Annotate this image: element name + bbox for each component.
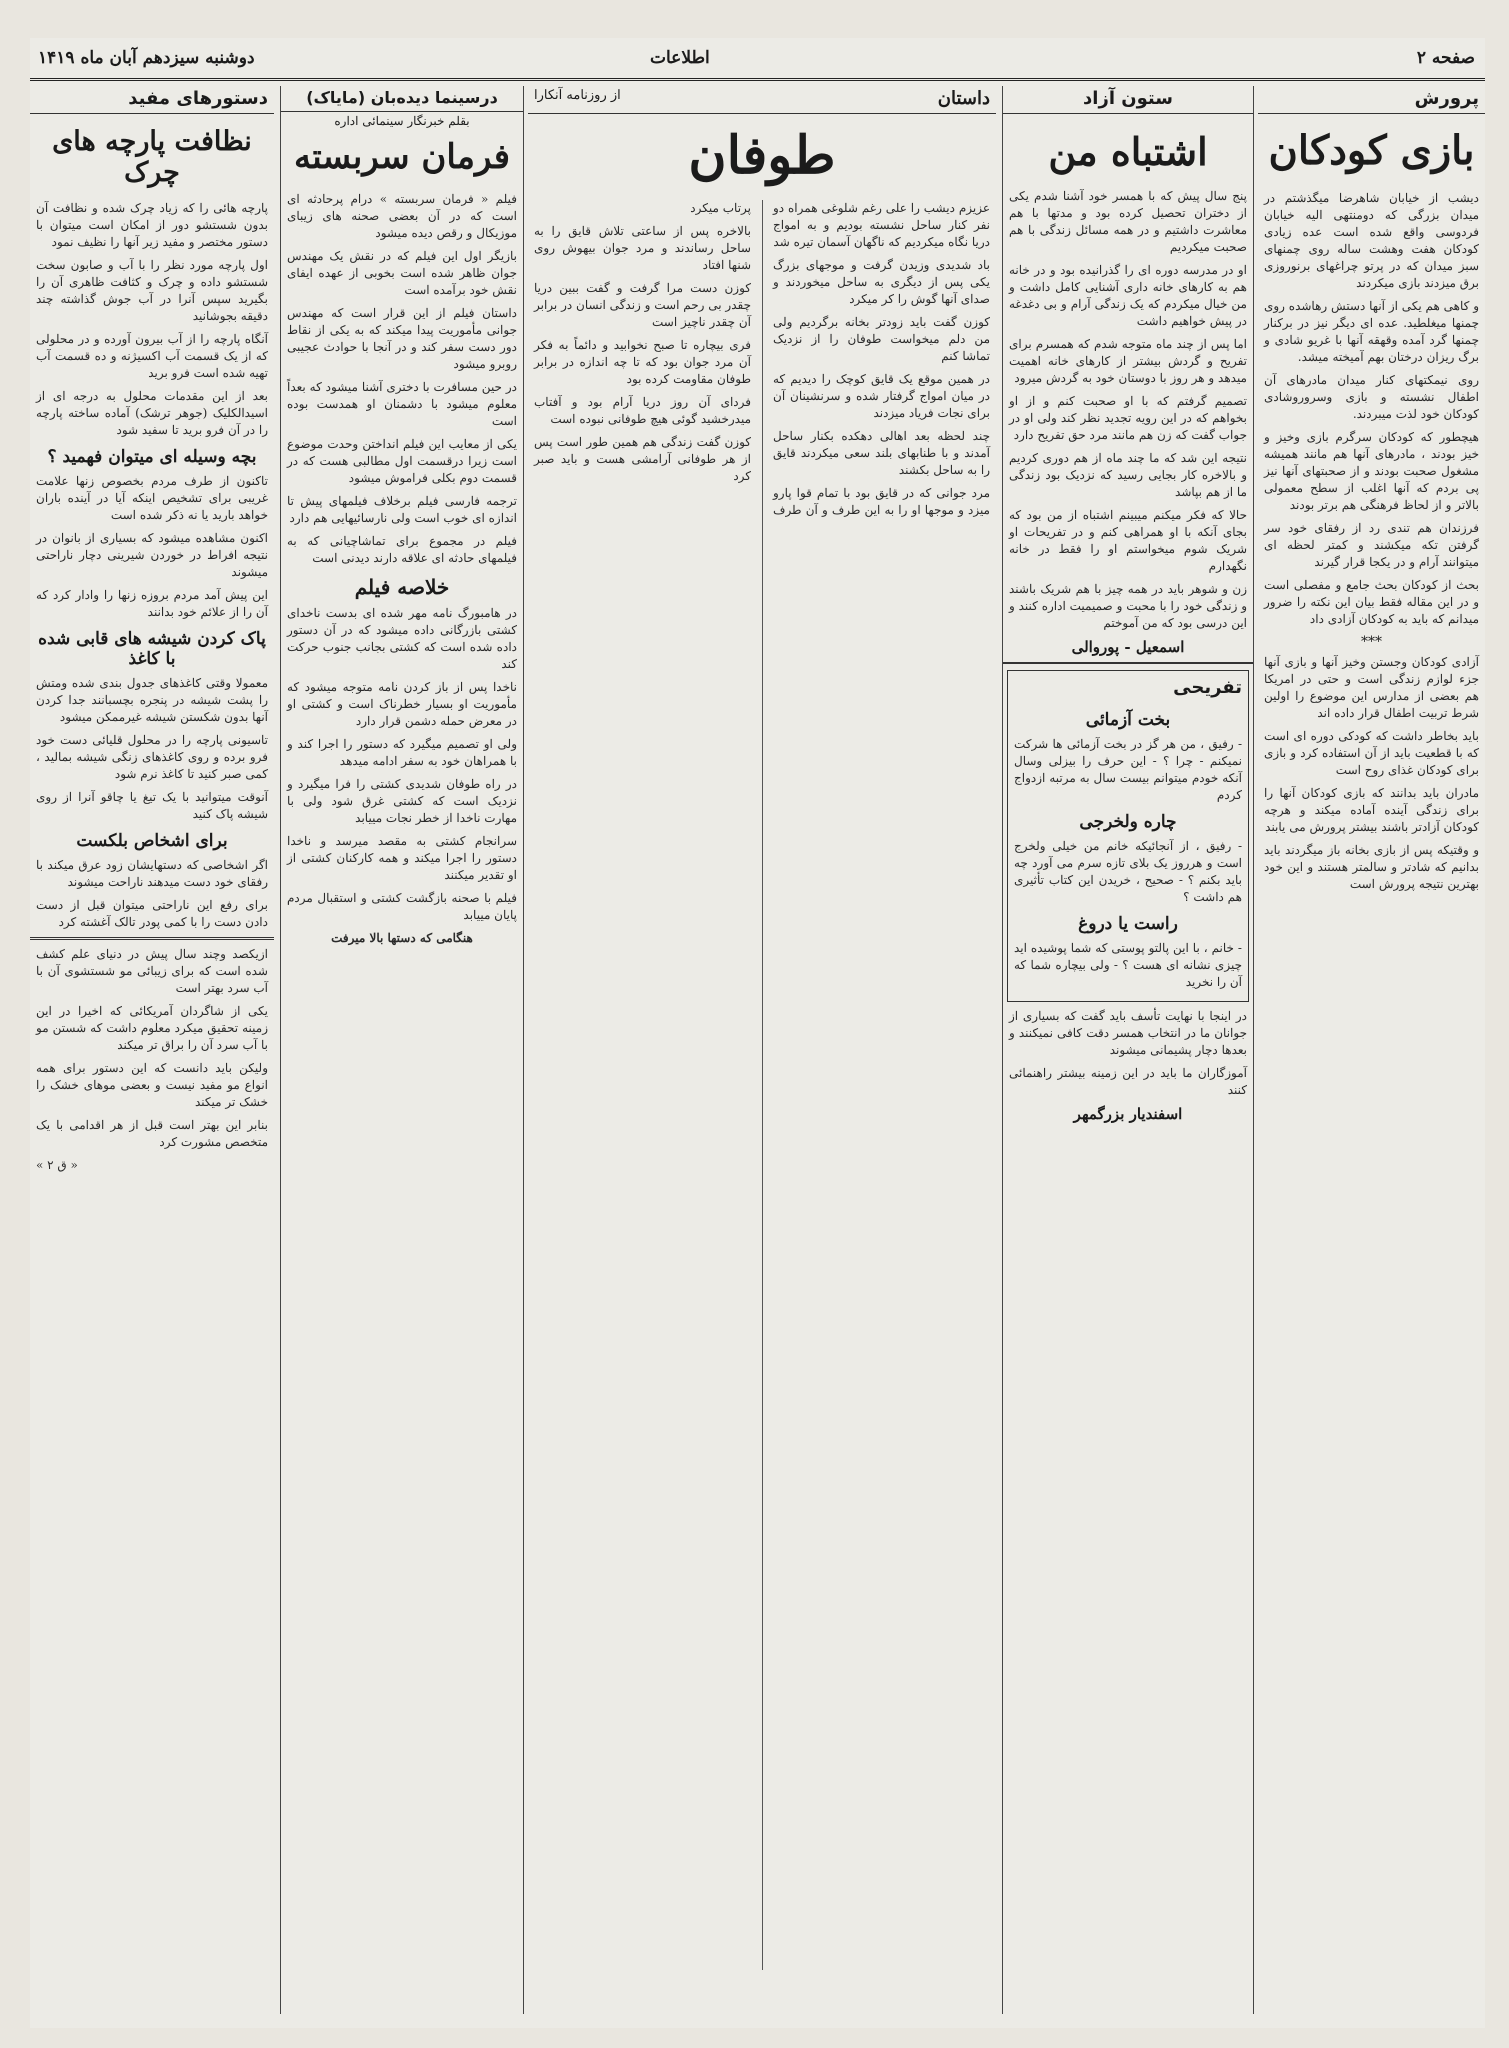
section-subtitle: پاک کردن شیشه های قابی شده با کاغذ <box>38 629 266 670</box>
paragraph: و کاهی هم یکی از آنها دستش رهاشده روی چمنها میغلطید. عده ای دیگر نیز در برکنار چمنها گرد آمده وقهقه آنها با غریو شادی و برگ ریزان درختان بهم آمیخته میشد. <box>1263 299 1479 364</box>
section-subtitle: خلاصه فیلم <box>354 575 450 600</box>
paragraph: داستان فیلم از این قرار است که مهندس جوانی مأموریت پیدا میکند که به یکی از نقاط دور دست سفر کند و در آنجا با حوادث عجیبی روبرو میشود <box>287 306 517 372</box>
paragraph: تصمیم گرفتم که با او صحبت کنم و از او بخواهم که در این رویه تجدید نظر کند ولی او در جواب گفت که زن هم مانند مرد حق تفریح دارد <box>1009 393 1247 442</box>
paragraph: تاسیونی پارچه را در محلول قلیائی دست خود فرو برده و روی کاغذهای زنگی شیشه بمالید ، کمی صبر کنید تا کاغذ نرم شود <box>36 733 268 782</box>
paragraph: نتیجه این شد که ما چند ماه از هم دوری کردیم و بالاخره کار بجایی رسید که نزدیک بود زندگی ما از هم بپاشد <box>1009 450 1247 499</box>
paragraph: فیلم « فرمان سربسته » درام پرحادثه ای است که در آن بعضی صحنه های زیبای موزیکال و رقص دیده میشود <box>287 192 517 241</box>
section-subtitle: برای اشخاص بلکست <box>76 831 228 852</box>
author-signature: اسمعیل - پوروالی <box>1071 637 1185 656</box>
paragraph: بالاخره پس از ساعتی تلاش قایق را به ساحل رساندند و مرد جوان بیهوش روی شنها افتاد <box>534 223 751 272</box>
article-title: فرمان سربسته <box>294 137 510 177</box>
paragraph: او در مدرسه دوره ای را گذرانیده بود و در خانه هم به کارهای خانه داری آشنایی کامل داشت و من خیال میکردم که یک زندگی آرام و بی دغدغه در پیش خواهیم داشت <box>1009 262 1247 328</box>
paragraph: باید بخاطر داشت که کودکی دوره ای است که با قطعیت باید از آن استفاده کرد و بازی برای کودکان غذای روح است <box>1264 729 1479 777</box>
box-text: - رفیق ، من هر گز در بخت آزمائی ها شرکت نمیکنم - چرا ؟ - این حرف را بیزلی وسال آنکه خودم میتوانم بیست سال به مرتبه ازدواج کردم <box>1014 736 1242 802</box>
paragraph: و وقتیکه پس از بازی بخانه باز میگردند باید بدانیم که شادتر و سالمتر هستند و این خود بهترین نتیجه پرورش است <box>1264 843 1479 891</box>
paragraph: آنگاه پارچه را از آب بیرون آورده و در محلولی که از یک قسمت آب اکسیژنه و ده قسمت آب تهیه شده است فرو برید <box>36 332 268 381</box>
paragraph: پنج سال پیش که با همسر خود آشنا شدم یکی از دختران تحصیل کرده بود و مدتها با هم معاشرت داشتیم و در همه مسائل زندگی با هم صحبت میکردیم <box>1009 188 1247 254</box>
paragraph: زن و شوهر باید در همه چیز با هم شریک باشند و زندگی خود را با محبت و صمیمیت اداره کنند و این درسی بود که من آموختم <box>1009 581 1247 630</box>
paragraph: در اینجا با نهایت تأسف باید گفت که بسیاری از جوانان ما در انتخاب همسر دقت کافی نمیکنند و بعدها دچار پشیمانی میشوند <box>1009 1008 1247 1057</box>
paragraph: حالا که فکر میکنم میبینم اشتباه از من بود که بجای آنکه با او همراهی کنم و در تفریحات او شریک شوم میخواستم او را فقط در خانه نگهدارم <box>1009 507 1247 573</box>
section-kicker: ستون آزاد <box>1003 86 1253 114</box>
paragraph: برای رفع این ناراحتی میتوان قبل از دست دادن دست را با کمی پودر تالک آغشته کرد <box>36 898 268 930</box>
story-source: از روزنامه آنکارا <box>534 88 621 103</box>
byline: بقلم خبرنگار سینمائی اداره <box>334 114 470 128</box>
article-title: اشتباه من <box>1048 129 1208 174</box>
paragraph: اکنون مشاهده میشود که بسیاری از بانوان در نتیجه افراط در خوردن شیرینی دچار ناراحتی میشوند <box>36 531 268 580</box>
paragraph: فردای آن روز دریا آرام بود و آفتاب میدرخشید گوئی هیچ طوفانی نبوده است <box>534 394 751 426</box>
paragraph: بعد از این مقدمات محلول به درجه ای از اسیدالکلیک (جوهر ترشک) آماده ساخته پارچه را در آن فرو برید تا سفید شود <box>36 389 268 438</box>
story-body <box>528 200 996 1970</box>
paragraph: چند لحظه بعد اهالی دهکده بکنار ساحل آمدند و با طنابهای بلند سعی میکردند قایق را به ساحل بکشند <box>773 428 990 477</box>
paragraph: باد شدیدی وزیدن گرفت و موجهای بزرگ یکی پس از دیگری به ساحل میخوردند و صدای آنها گوش را کر میکرد <box>773 257 990 306</box>
column-tips <box>30 86 274 2014</box>
paragraph: روی نیمکتهای کنار میدان مادرهای آن اطفال نشسته و بازی وسروروشادی کودکان خود لذت میبردند. <box>1264 373 1479 421</box>
column-free <box>1002 86 1254 2014</box>
paragraph: مرد جوانی که در قایق بود با تمام قوا پارو میزد و موجها او را به این طرف و آن طرف پرتاب میکرد <box>690 200 990 517</box>
divider <box>1003 662 1253 664</box>
bottom-line: هنگامی که دستها بالا میرفت <box>331 931 473 946</box>
paragraph: در حین مسافرت با دختری آشنا میشود که بعداً معلوم میشود با دشمنان او همدست بوده است <box>287 380 517 429</box>
paragraph: بازیگر اول این فیلم که در نقش یک مهندس جوان ظاهر شده است بخوبی از عهده ایفای نقش خود برآمده است <box>287 249 517 298</box>
paragraph: اگر اشخاصی که دستهایشان زود عرق میکند با رفقای خود دست میدهند ناراحت میشوند <box>36 858 268 890</box>
section-kicker: پرورش <box>1258 86 1485 114</box>
paragraph: تاکنون از طرف مردم بخصوص زنها علامت غریبی برای تشخیص اینکه آیا در آینده باران خواهد بارید یا نه ذکر شده است <box>36 474 268 523</box>
paragraph: ولیکن باید دانست که این دستور برای همه انواع مو مفید نیست و بعضی موهای خشک را خشک تر میکند <box>36 1061 268 1110</box>
separator-stars: *** <box>1361 634 1382 650</box>
paragraph: دیشب از خیابان شاهرضا میگذشتم در میدان بزرگی که دومنتهی الیه خیابان فردوسی واقع شده است عده زیادی کودکان هفت وهشت ساله روی چمنهای سبز میدان که در پرتو چراغهای برنوروزی برق میزدند بازی میکردند <box>1264 191 1479 290</box>
paragraph: هیچطور که کودکان سرگرم بازی وخیز و خیز بودند ، مادرهای آنها هم مانند همیشه مشغول صحبت بودند و از صحبتهای آنها نیز پی بردم که آنها اغلب از سطح معمولی بالاتر و از لحاظ فرهنگی هم برتر بودند <box>1264 430 1479 512</box>
paragraph: فیلم در مجموع برای تماشاچیانی که به فیلمهای حادثه ای علاقه دارند دیدنی است <box>287 534 517 566</box>
paragraph: یکی از شاگردان آمریکائی که اخیرا در این زمینه تحقیق میکرد معلوم داشت که شستن مو با آب سرد آن را براق تر میکند <box>36 1004 268 1053</box>
column-story <box>528 86 996 2014</box>
box-subtitle: بخت آزمائی <box>1085 709 1171 730</box>
paragraph: ترجمه فارسی فیلم برخلاف فیلمهای پیش تا اندازه ای خوب است ولی نارسائیهایی هم دارد <box>287 494 517 526</box>
paragraph: فری بیچاره تا صبح نخوابید و دائماً به فکر آن مرد جوان بود که تا چه اندازه در برابر طوفان مقاومت کرده بود <box>534 337 751 386</box>
section-kicker: درسینما دیده‌بان (مایاک) <box>281 86 523 112</box>
newspaper-page <box>30 38 1485 2028</box>
paragraph: فرزندان هم تندی رد از رفقای خود سر گرفتن تکه میکشند و کمتر لحظه ای میتوانند آرام و در یکجا قرار گیرند <box>1264 521 1479 569</box>
page-footer-number: « ق ۲ » <box>36 1158 78 1173</box>
paragraph: کوزن گفت زندگی هم همین طور است پس از هر طوفانی آرامشی هست و باید صبر کرد <box>534 434 751 483</box>
entertainment-box <box>1007 670 1249 1002</box>
paragraph: در هامبورگ نامه مهر شده ای بدست ناخدای کشتی بازرگانی داده میشود که در آن دستور داده شده است که کشتی بجانب جنوب حرکت کند <box>287 606 517 672</box>
paragraph: پارچه هائی را که زیاد چرک شده و نظافت آن بدون شستشو دور از امکان است میتوان با دستور مختصر و مفید زیر آنها را نظیف نمود <box>36 201 268 250</box>
newspaper-name: اطلاعات <box>650 48 710 68</box>
paragraph: ناخدا پس از باز کردن نامه متوجه میشود که مأموریت او بسیار خطرناک است و کشتی او در معرض حمله دشمن قرار دارد <box>287 680 517 729</box>
paragraph: بحث از کودکان بحث جامع و مفصلی است و در این مقاله فقط بیان این نکته را ضرور میدانم که باید به کودکان آزادی داد <box>1264 578 1479 626</box>
paragraph: آموزگاران ما باید در این زمینه بیشتر راهنمائی کنند <box>1009 1065 1247 1097</box>
paragraph: در همین موقع یک قایق کوچک را دیدیم که در میان امواج گرفتار شده و سرنشینان آن برای نجات فریاد میزدند <box>773 371 990 420</box>
page-number-label: صفحه ۲ <box>1416 48 1475 68</box>
article-title: طوفان <box>688 125 836 186</box>
paragraph: کوزن دست مرا گرفت و گفت ببین دریا چقدر بی رحم است و زندگی انسان در برابر آن چقدر ناچیز است <box>534 280 751 329</box>
article-title: نظافت پارچه های چرک <box>52 126 252 189</box>
closing-signature: اسفندیار بزرگمهر <box>1073 1104 1183 1123</box>
paragraph: اما پس از چند ماه متوجه شدم که همسرم برای تفریح و گردش بیشتر از کارهای خانه اهمیت میدهد و هر روز با دوستان خود به گردش میرود <box>1009 336 1247 385</box>
column-cinema <box>280 86 524 2014</box>
box-subtitle: راست یا دروغ <box>1078 913 1178 934</box>
box-subtitle: چاره ولخرجی <box>1079 811 1177 832</box>
paragraph: در راه طوفان شدیدی کشتی را فرا میگیرد و نزدیک است که کشتی غرق شود ولی با مهارت ناخدا از خطر نجات مییابد <box>287 777 517 826</box>
paragraph: ولی او تصمیم میگیرد که دستور را اجرا کند و با همراهان خود به سفر ادامه میدهد <box>287 737 517 769</box>
divider <box>30 937 274 940</box>
paragraph: کوزن گفت باید زودتر بخانه برگردیم ولی من دلم میخواست طوفان را از نزدیک تماشا کنم <box>773 314 990 363</box>
section-kicker: دستورهای مفید <box>30 86 274 114</box>
paragraph: معمولا وقتی کاغذهای جدول بندی شده ومتش را پشت شیشه در پنجره بچسبانند جدا کردن آنها بدون شکستن شیشه غیرممکن میشود <box>36 676 268 725</box>
paragraph: ازیکصد وچند سال پیش در دنیای علم کشف شده است که برای زیبائی مو شستشوی آن با آب سرد بهتر است <box>36 947 268 996</box>
paragraph: عزیزم دیشب را علی رغم شلوغی همراه دو نفر کنار ساحل نشسته بودیم و به امواج دریا نگاه میکردیم که ناگهان آسمان تیره شد <box>773 200 990 249</box>
box-text: - خانم ، با این پالتو پوستی که شما پوشیده اید چیزی نشانه ای هست ؟ - ولی بیچاره شما که آن را نخرید <box>1014 940 1242 989</box>
page-header <box>30 38 1485 81</box>
paragraph: اول پارچه مورد نظر را با آب و صابون سخت شستشو داده و چرک و کثافت ظاهری آن را بگیرید سپس آنرا در آب جوش گذاشته چند دقیقه بجوشانید <box>36 258 268 324</box>
column-education <box>1258 86 1485 2014</box>
paragraph: سرانجام کشتی به مقصد میرسد و ناخدا دستور را اجرا میکند و همه کارکنان کشتی از او تقدیر میکنند <box>287 834 517 883</box>
section-kicker: داستان <box>937 88 990 109</box>
box-text: - رفیق ، از آنجائیکه خانم من خیلی ولخرج است و هرروز یک بلای تازه سرم می آورد چه باید بکنم ؟ - صحیح ، خریدن این کتاب تأثیری هم داشت ؟ <box>1014 838 1242 904</box>
paragraph: فیلم با صحنه بازگشت کشتی و استقبال مردم پایان مییابد <box>287 891 517 923</box>
date-line: دوشنبه سیزدهم آبان ماه ۱۴۱۹ <box>38 48 255 68</box>
paragraph: یکی از معایب این فیلم انداختن وحدت موضوع است زیرا درقسمت اول مطالبی هست که در قسمت دوم بکلی فراموش میشود <box>287 437 517 486</box>
paragraph: آزادی کودکان وجستن وخیز آنها و بازی آنها جزء لوازم زندگی است و حتی در امریکا هم بعضی از مدارس این موضوع را اولین شرط تربیت اطفال قرار داده اند <box>1264 655 1479 720</box>
box-kicker: تفریحی <box>1173 676 1242 698</box>
paragraph: آنوقت میتوانید با یک تیغ یا چاقو آنرا از روی شیشه پاک کنید <box>36 790 268 822</box>
paragraph: مادران باید بدانند که بازی کودکان آنها را برای زندگی آینده آماده میکند و هرچه کودکان آزادتر باشند بیشتر پرورش می یابند <box>1264 786 1479 834</box>
section-subtitle: بچه وسیله ای میتوان فهمید ؟ <box>47 447 257 468</box>
paragraph: بنابر این بهتر است قبل از هر اقدامی با یک متخصص مشورت کرد <box>36 1118 268 1150</box>
article-title: بازی کودکان <box>1268 127 1475 174</box>
paragraph: این پیش آمد مردم بروزه زنها را وادار کرد که آن را از علائم خود بدانند <box>36 588 268 620</box>
